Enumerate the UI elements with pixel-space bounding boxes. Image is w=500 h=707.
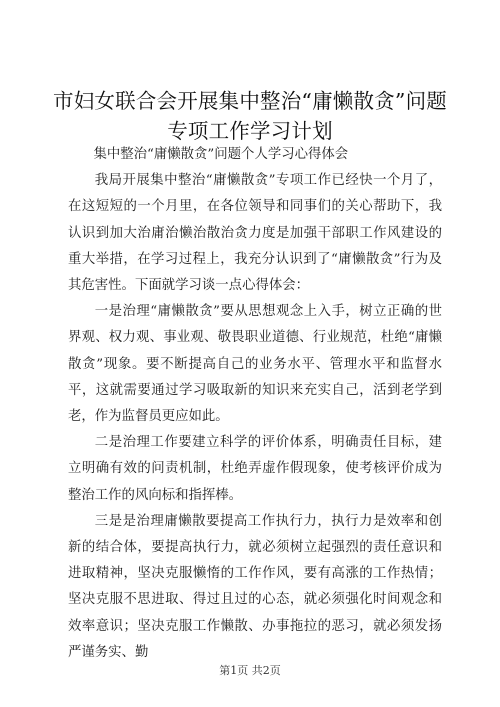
document-title-line-2: 专项工作学习计划 [167,119,333,143]
body-paragraph-1: 我局开展集中整治“庸懒散贪”专项工作已经快一个月了，在这短短的一个月里，在各位领导和同事们的关心帮助下，我认识到加大治庸治懒治散治贪力度是加强干部职工作风建设的重大举措，在学习过程上，我充分认识到了“庸懒散贪”行为及其危害性。下面就学习谈一点心得体会： [68,173,442,294]
body-paragraph-3: 二是治理工作要建立科学的评价体系，明确责任目标，建立明确有效的问责机制，杜绝弄虚作假现象，使考核评价成为整治工作的风向标和指挥棒。 [68,435,442,503]
body-paragraph-4: 三是是治理庸懒散要提高工作执行力，执行力是效率和创新的结合体，要提高执行力，就必须树立起强烈的责任意识和进取精神，坚决克服懒惰的工作作风，要有高涨的工作热情；坚决克服不思进取、得过且过的心态，就必须强化时间观念和效率意识；坚决克服工作懒散、办事拖拉的恶习，就必须发扬严谨务实、勤 [68,513,442,660]
document-body [68,142,442,666]
page-number-footer: 第1页 共2页 [219,664,281,677]
document-title-line-1: 市妇女联合会开展集中整治“庸懒散贪”问题 [53,89,447,113]
body-paragraph-2: 一是治理“庸懒散贪”要从思想观念上入手，树立正确的世界观、权力观、事业观、敬畏职业道德、行业规范，杜绝“庸懒散贪”现象。要不断提高自己的业务水平、管理水平和监督水平，这就需要通过学习吸取新的知识来充实自己，活到老学到老，作为监督员更应如此。 [68,304,442,425]
document-subtitle: 集中整治“庸懒散贪”问题个人学习心得体会 [93,147,349,162]
